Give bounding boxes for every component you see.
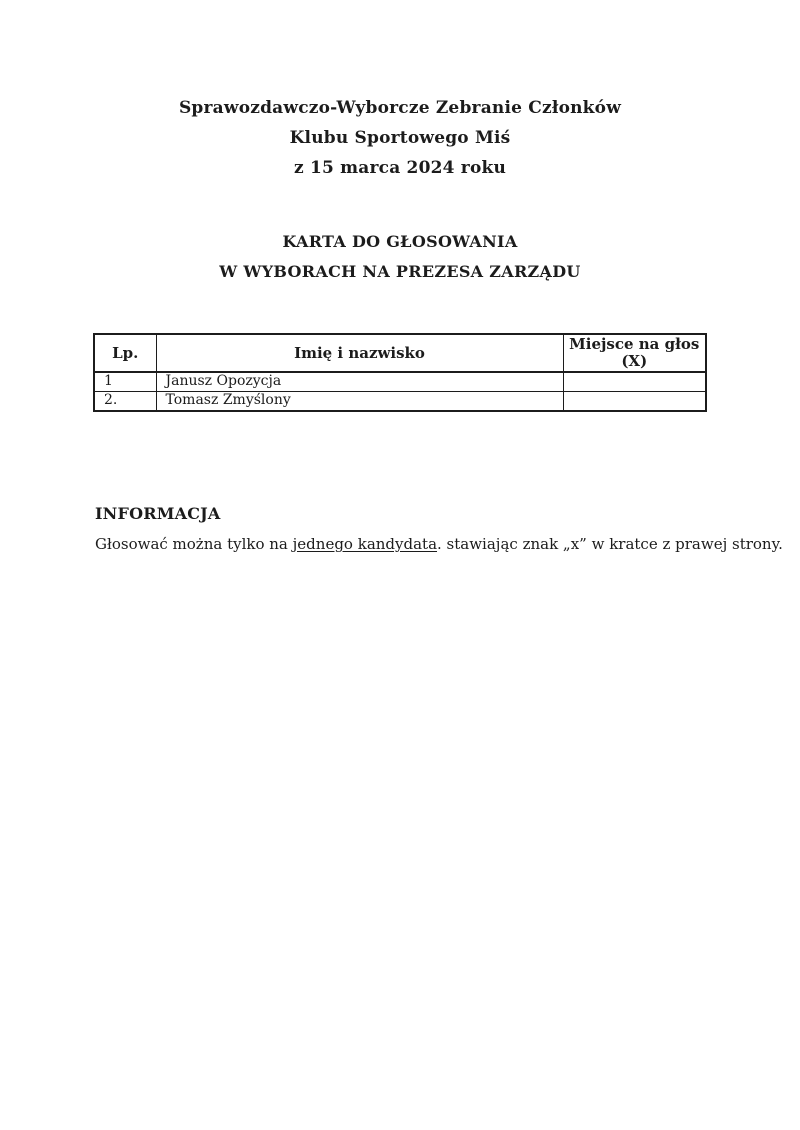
information-text-prefix: Głosować można tylko na xyxy=(95,535,293,553)
information-text-underlined: jednego kandydata xyxy=(292,535,438,553)
ballot-card-subtitle: W WYBORACH NA PREZESA ZARZĄDU xyxy=(219,262,581,281)
meeting-title-line-1: Sprawozdawczo-Wyborcze Zebranie Członków xyxy=(178,98,622,118)
information-heading: INFORMACJA xyxy=(95,504,221,523)
information-text-suffix: . stawiając znak „x” w kratce z prawej strony. xyxy=(437,535,783,553)
candidate-name-cell: Janusz Opozycja xyxy=(156,372,563,392)
vote-box-cell xyxy=(563,392,706,412)
meeting-title-line-2: Klubu Sportowego Miś xyxy=(289,128,511,148)
row-number-cell: 2. xyxy=(94,392,156,412)
candidate-name-cell: Tomasz Zmyślony xyxy=(156,392,563,412)
candidates-table xyxy=(93,333,707,412)
vote-box-cell xyxy=(563,372,706,392)
meeting-title-line-3: z 15 marca 2024 roku xyxy=(293,158,507,178)
table-header-row xyxy=(94,334,706,372)
column-header-name: Imię i nazwisko xyxy=(156,334,563,372)
ballot-card-title-block xyxy=(0,227,800,287)
table-row xyxy=(94,372,706,392)
column-header-vote xyxy=(563,334,706,372)
ballot-card-title: KARTA DO GŁOSOWANIA xyxy=(282,232,518,251)
meeting-title-block xyxy=(0,0,800,183)
column-header-lp: Lp. xyxy=(94,334,156,372)
column-header-vote-line-1: Miejsce na głos xyxy=(569,335,700,353)
column-header-vote-line-2: (X) xyxy=(621,352,648,370)
row-number-cell: 1 xyxy=(94,372,156,392)
information-text xyxy=(95,534,800,554)
table-row xyxy=(94,392,706,412)
